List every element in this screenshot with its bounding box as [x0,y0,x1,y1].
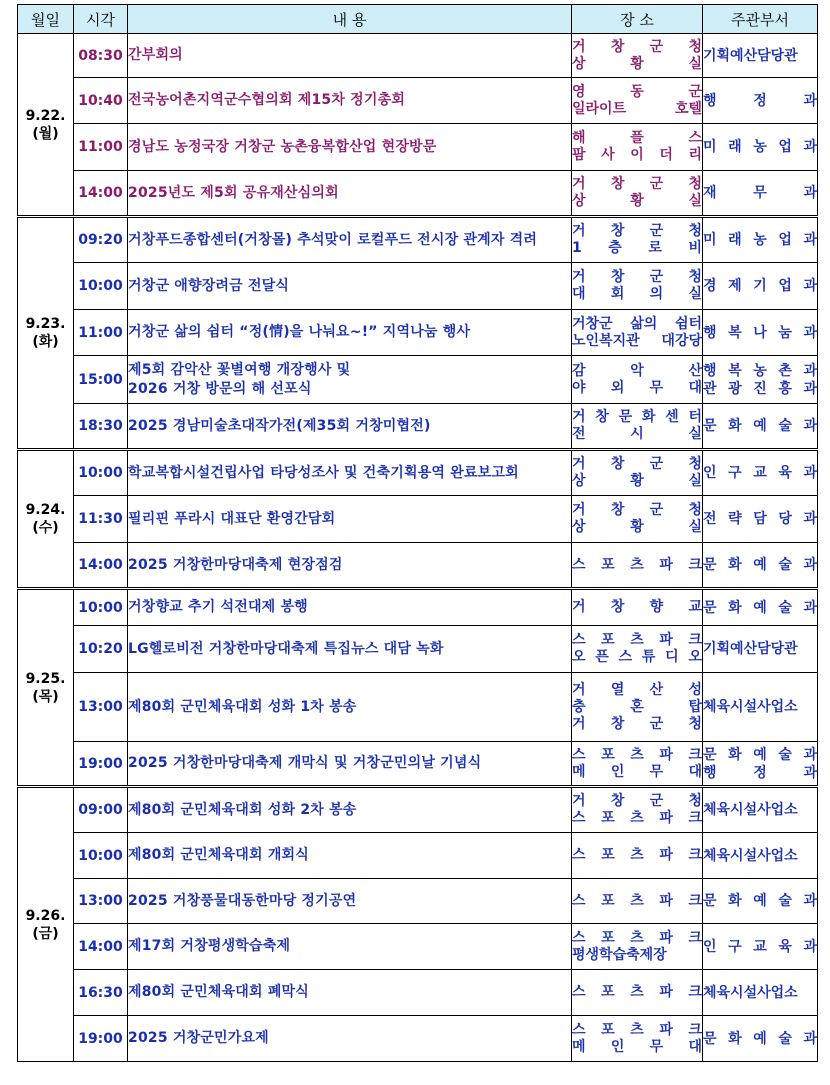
event-place-line: 스 포 츠 파 크 [572,984,702,1000]
event-dept [703,673,818,742]
event-dept [703,924,818,970]
event-content [128,217,572,263]
event-place [572,924,703,970]
event-place-line: 거 열 산 성 [572,681,702,698]
table-row [18,356,818,404]
event-place [572,1016,703,1062]
table-row [18,787,818,833]
table-row [18,1016,818,1062]
event-dept-line: 기획예산담당관 [703,641,798,657]
event-time: 19:00 [74,1016,128,1062]
event-time: 14:00 [74,543,128,589]
event-dept [703,171,818,217]
table-row [18,404,818,450]
event-content-line: 제80회 군민체육대회 개회식 [128,847,309,863]
event-time: 14:00 [74,924,128,970]
event-place-line: 충 혼 탑 [572,698,702,715]
event-content [128,404,572,450]
event-place-line: 거 창 군 청 [572,38,702,55]
event-dept [703,356,818,404]
event-dept [703,626,818,673]
event-content-line: 2025 거창한마당대축제 현장점검 [128,556,343,573]
event-dept-line: 행 정 과 [703,92,817,109]
schedule-body [18,34,818,1062]
event-content-line: 간부회의 [128,47,183,63]
event-place-line: 거 창 군 청 [572,456,702,472]
event-place [572,356,703,404]
event-place-line: 스 포 츠 파 크 [572,746,702,763]
event-dept [703,124,818,171]
table-row [18,450,818,496]
event-dept-line: 문 화 예 술 과 [703,893,817,909]
event-place-line: 일라이트 호텔 [572,100,702,117]
event-content [128,879,572,924]
event-time: 16:30 [74,970,128,1016]
event-dept-line: 체육시설사업소 [703,847,798,864]
event-time: 10:00 [74,589,128,626]
event-dept [703,879,818,924]
event-content-line: 전국농어촌지역군수협의회 제15차 정기총회 [128,92,406,108]
event-content [128,496,572,543]
event-place [572,879,703,924]
table-row [18,543,818,589]
event-content-line: 2025 거창풍물대동한마당 정기공연 [128,892,357,909]
table-row [18,171,818,217]
event-place [572,543,703,589]
event-place-line: 전 시 실 [572,426,702,442]
event-dept [703,450,818,496]
event-dept-line: 문 화 예 술 과 [703,746,817,763]
event-time: 19:00 [74,742,128,787]
event-place-line: 거 창 군 청 [572,793,702,809]
header-place: 장 소 [572,5,703,34]
day-date: 9.26. [25,907,66,924]
table-row [18,673,818,742]
event-dept-line: 미 래 농 업 과 [703,139,817,155]
event-content-line: 필리핀 푸라시 대표단 환영간담회 [128,510,336,527]
event-place-line: 상 황 실 [572,55,702,72]
event-content [128,356,572,404]
event-dept [703,496,818,543]
event-dept [703,543,818,589]
event-content-line: 2026 거창 방문의 해 선포식 [128,380,312,397]
event-place [572,310,703,356]
event-content [128,1016,572,1062]
table-row [18,263,818,310]
event-dept-line: 행 복 나 눔 과 [703,324,817,341]
event-dept-line: 전 략 담 당 과 [703,511,817,527]
event-time: 18:30 [74,404,128,450]
event-dept-line: 경 제 기 업 과 [703,278,817,294]
event-dept [703,404,818,450]
event-place [572,496,703,543]
event-time: 14:00 [74,171,128,217]
event-dept-line: 기획예산담당관 [703,47,798,64]
event-content-line: 2025 거창한마당대축제 개막식 및 거창군민의날 기념식 [128,755,482,771]
event-place-line: 거 창 군 청 [572,176,702,192]
header-time: 시각 [74,5,128,34]
event-time: 09:00 [74,787,128,833]
event-content-line: 거창푸드종합센터(거창몰) 추석맞이 로컬푸드 전시장 관계자 격려 [128,231,538,248]
table-row [18,310,818,356]
event-place-line: 평생학습축제장 [572,946,667,963]
table-row [18,833,818,879]
event-time: 15:00 [74,356,128,404]
event-dept-line: 체육시설사업소 [703,699,798,715]
event-dept-line: 행 복 농 촌 과 [703,362,817,379]
event-place [572,404,703,450]
header-content: 내 용 [128,5,572,34]
event-place-line: 거 창 군 청 [572,269,702,285]
event-content [128,171,572,217]
event-dept-line: 체육시설사업소 [703,802,798,818]
event-dept [703,833,818,879]
event-place-line: 거창군 삶의 쉼터 [572,315,702,332]
event-content [128,742,572,787]
event-dept-line: 미 래 농 업 과 [703,232,817,248]
event-place [572,970,703,1016]
table-row [18,496,818,543]
event-content-line: 제80회 군민체육대회 성화 1차 봉송 [128,698,357,715]
event-dept [703,310,818,356]
event-place-line: 거 창 향 교 [572,599,702,615]
event-content [128,450,572,496]
event-dept-line: 관 광 진 흥 과 [703,380,817,397]
table-row [18,970,818,1016]
event-place [572,589,703,626]
event-content [128,924,572,970]
event-dept-line: 재 무 과 [703,185,817,201]
event-dept [703,1016,818,1062]
event-content-line: 2025년도 제5회 공유재산심의회 [128,184,339,201]
event-place-line: 상 황 실 [572,193,702,209]
day-date: 9.22. [25,107,66,124]
event-dept-line: 인 구 교 육 과 [703,938,817,955]
event-time: 10:00 [74,263,128,310]
event-place-line: 스 포 츠 파 크 [572,556,702,573]
table-row [18,78,818,124]
header-dept: 주관부서 [703,5,818,34]
day-date: 9.24. [25,502,66,518]
event-dept-line: 체육시설사업소 [703,984,798,1001]
header-row [18,5,818,34]
table-row [18,34,818,78]
day-date-cell [18,34,74,217]
event-content-line: 거창군 삶의 쉼터 “정(情)을 나눠요~!” 지역나눔 행사 [128,324,471,340]
event-time: 09:20 [74,217,128,263]
event-content [128,833,572,879]
event-content [128,589,572,626]
day-date-cell [18,589,74,787]
event-time: 13:00 [74,673,128,742]
event-content-line: 제17회 거창평생학습축제 [128,938,291,954]
event-content-line: 제80회 군민체육대회 폐막식 [128,984,309,1000]
day-weekday: (금) [32,925,59,942]
event-dept [703,263,818,310]
event-place-line: 해 플 스 [572,130,702,146]
event-place [572,833,703,879]
event-time: 10:00 [74,833,128,879]
event-place-line: 상 황 실 [572,519,702,535]
day-weekday: (수) [32,520,59,536]
day-date-cell [18,787,74,1062]
event-place-line: 거 창 군 청 [572,223,702,239]
event-place [572,626,703,673]
event-content [128,34,572,78]
table-row [18,124,818,171]
table-row [18,924,818,970]
event-place [572,450,703,496]
event-place-line: 야 외 무 대 [572,379,702,396]
table-row [18,879,818,924]
schedule-table [17,4,818,1062]
event-place [572,171,703,217]
event-dept-line: 문 화 예 술 과 [703,599,817,616]
event-time: 13:00 [74,879,128,924]
day-date-cell [18,450,74,589]
table-row [18,742,818,787]
event-time: 10:20 [74,626,128,673]
day-date-cell [18,217,74,450]
event-time: 11:30 [74,496,128,543]
day-weekday: (화) [32,334,59,350]
event-place-line: 스 포 츠 파 크 [572,810,702,826]
event-place-line: 거 창 문 화 센 터 [572,409,702,425]
event-place [572,742,703,787]
event-place-line: 메 인 무 대 [572,1038,702,1055]
event-content [128,78,572,124]
table-row [18,589,818,626]
event-content-line: LG헬로비전 거창한마당대축제 특집뉴스 대담 녹화 [128,640,444,657]
event-content [128,787,572,833]
event-place [572,34,703,78]
event-content-line: 거창향교 추기 석전대제 봉행 [128,599,308,615]
event-time: 10:00 [74,450,128,496]
event-place-line: 스 포 츠 파 크 [572,929,702,946]
event-place-line: 영 동 군 [572,83,702,100]
event-time: 11:00 [74,124,128,171]
event-place [572,263,703,310]
event-content-line: 학교복합시설건립사업 타당성조사 및 건축기획용역 완료보고회 [128,464,519,481]
event-place [572,787,703,833]
day-weekday: (목) [32,688,59,705]
event-place-line: 오 픈 스 튜 디 오 [572,649,702,665]
event-place-line: 1 층 로 비 [572,240,702,256]
event-place-line: 스 포 츠 파 크 [572,892,702,909]
event-dept-line: 문 화 예 술 과 [703,1030,817,1047]
event-place [572,217,703,263]
event-dept [703,34,818,78]
event-content-line: 거창군 애향장려금 전달식 [128,277,290,294]
event-place-line: 상 황 실 [572,473,702,489]
event-content [128,626,572,673]
event-place-line: 대 회 의 실 [572,286,702,302]
event-place-line: 메 인 무 대 [572,763,702,780]
event-content [128,673,572,742]
event-place [572,673,703,742]
event-dept [703,589,818,626]
event-content [128,310,572,356]
day-weekday: (월) [32,125,59,142]
event-content-line: 제80회 군민체육대회 성화 2차 봉송 [128,801,357,818]
event-place-line: 거 창 군 청 [572,502,702,518]
event-content [128,970,572,1016]
event-dept-line: 문 화 예 술 과 [703,418,817,434]
event-time: 10:40 [74,78,128,124]
event-place-line: 스 포 츠 파 크 [572,847,702,863]
event-place [572,78,703,124]
event-dept-line: 행 정 과 [703,764,817,781]
event-place-line: 거 창 군 청 [572,715,702,732]
event-content-line: 2025 거창군민가요제 [128,1030,269,1046]
event-place-line: 스 포 츠 파 크 [572,632,702,648]
event-place-line: 스 포 츠 파 크 [572,1021,702,1038]
event-dept-line: 문 화 예 술 과 [703,557,817,573]
event-dept [703,787,818,833]
event-content [128,543,572,589]
event-dept [703,78,818,124]
day-date: 9.25. [25,670,66,687]
table-row [18,217,818,263]
event-place-line: 노인복지관 대강당 [572,332,702,349]
event-time: 08:30 [74,34,128,78]
event-dept [703,742,818,787]
day-date: 9.23. [25,316,66,332]
header-date: 월일 [18,5,74,34]
event-content-line: 경남도 농정국장 거창군 농촌융복합산업 현장방문 [128,138,437,155]
table-row [18,626,818,673]
event-place [572,124,703,171]
event-dept [703,217,818,263]
event-content [128,263,572,310]
event-dept [703,970,818,1016]
event-content-line: 제5회 감악산 꽃별여행 개장행사 및 [128,361,351,378]
event-content-line: 2025 경남미술초대작가전(제35회 거창미협전) [128,417,431,434]
event-place-line: 감 악 산 [572,362,702,379]
event-content [128,124,572,171]
event-place-line: 팜 사 이 더 리 [572,147,702,163]
event-time: 11:00 [74,310,128,356]
event-dept-line: 인 구 교 육 과 [703,465,817,481]
